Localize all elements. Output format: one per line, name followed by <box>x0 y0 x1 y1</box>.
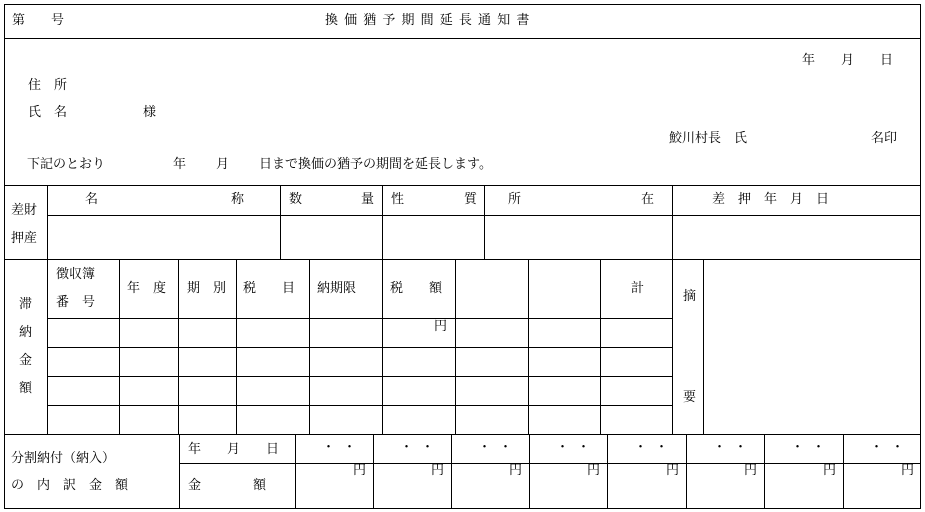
rule <box>607 434 608 509</box>
rule <box>455 259 456 435</box>
rule <box>529 434 530 509</box>
rule <box>309 259 310 435</box>
rule <box>47 376 673 377</box>
col-location-2: 在 <box>641 192 655 207</box>
installment-yen: 円 <box>666 463 680 478</box>
rule <box>119 259 120 435</box>
address-label: 住 所 <box>28 78 68 93</box>
rule <box>47 405 673 406</box>
installment-amount-label: 金 額 <box>188 478 267 493</box>
installment-yen: 円 <box>901 463 915 478</box>
rule <box>451 434 452 509</box>
rule <box>703 259 704 435</box>
rule <box>672 185 673 260</box>
installment-yen: 円 <box>587 463 601 478</box>
col-total: 計 <box>631 281 645 296</box>
arrears-side-label: 滞 <box>19 297 33 312</box>
rule <box>382 259 383 435</box>
installment-date-dots: ・・ <box>322 440 365 455</box>
remarks-label-1: 摘 <box>683 289 697 304</box>
rule <box>4 259 921 260</box>
rule <box>280 185 281 260</box>
rule <box>4 185 921 186</box>
rule <box>382 185 383 260</box>
col-quantity-2: 量 <box>361 192 375 207</box>
installment-date-dots: ・・ <box>478 440 521 455</box>
seized-property-side-label-2: 押産 <box>11 231 38 246</box>
rule <box>686 434 687 509</box>
col-name-1: 名 <box>85 192 99 207</box>
rule <box>47 347 673 348</box>
rule <box>484 185 485 260</box>
body-month: 月 <box>216 157 230 172</box>
arrears-side-label: 金 <box>19 353 33 368</box>
col-due-date: 納期限 <box>317 281 357 296</box>
col-nature-1: 性 <box>391 192 405 207</box>
rule <box>179 463 921 464</box>
installment-date-dots: ・・ <box>400 440 443 455</box>
col-quantity-1: 数 <box>289 192 303 207</box>
rule <box>4 38 921 39</box>
rule <box>179 434 180 509</box>
col-period: 期 別 <box>187 281 227 296</box>
rule <box>600 259 601 435</box>
document-title: 換 価 猶 予 期 間 延 長 通 知 書 <box>325 13 531 28</box>
col-fiscal-year: 年 度 <box>127 281 167 296</box>
arrears-side-label: 納 <box>19 325 33 340</box>
installment-yen: 円 <box>744 463 758 478</box>
rule <box>47 185 48 435</box>
rule <box>4 508 921 509</box>
body-prefix: 下記のとおり <box>27 157 106 172</box>
col-nature-2: 質 <box>464 192 478 207</box>
col-ledger-number-2: 番 号 <box>56 295 96 310</box>
rule <box>920 4 921 509</box>
remarks-label-2: 要 <box>683 390 697 405</box>
seal-mark: 名印 <box>871 131 898 146</box>
document-number-label: 第 号 <box>12 13 65 28</box>
rule <box>373 434 374 509</box>
installment-label-2: の 内 訳 金 額 <box>11 478 129 493</box>
installment-yen: 円 <box>431 463 445 478</box>
rule <box>672 259 673 435</box>
arrears-side-label: 額 <box>19 381 33 396</box>
installment-date-dots: ・・ <box>556 440 599 455</box>
seized-property-side-label-1: 差財 <box>11 203 38 218</box>
name-label: 氏 名 <box>28 105 68 120</box>
installment-date-dots: ・・ <box>791 440 834 455</box>
installment-date-dots: ・・ <box>713 440 756 455</box>
rule <box>178 259 179 435</box>
rule <box>528 259 529 435</box>
honorific-sama: 様 <box>143 105 157 120</box>
col-location-1: 所 <box>508 192 522 207</box>
rule <box>4 4 921 5</box>
body-year: 年 <box>173 157 187 172</box>
installment-date-dots: ・・ <box>870 440 913 455</box>
tax-amount-yen: 円 <box>434 319 448 334</box>
rule <box>843 434 844 509</box>
installment-yen: 円 <box>823 463 837 478</box>
rule <box>236 259 237 435</box>
installment-date-label: 年 月 日 <box>188 442 280 457</box>
installment-label-1: 分割納付（納入） <box>11 451 116 466</box>
installment-date-dots: ・・ <box>634 440 677 455</box>
col-ledger-number-1: 徴収簿 <box>56 267 96 282</box>
installment-yen: 円 <box>353 463 367 478</box>
issue-date: 年 月 日 <box>802 53 894 68</box>
rule <box>47 318 673 319</box>
issuer-title: 鮫川村長 氏 <box>669 131 748 146</box>
installment-yen: 円 <box>509 463 523 478</box>
rule <box>764 434 765 509</box>
body-suffix: 日まで換価の猶予の期間を延長します。 <box>259 157 492 172</box>
col-tax-item: 税 目 <box>243 281 296 296</box>
rule <box>4 4 5 509</box>
rule <box>295 434 296 509</box>
col-name-2: 称 <box>231 192 245 207</box>
col-seizure-date: 差 押 年 月 日 <box>712 192 830 207</box>
rule <box>4 434 921 435</box>
col-tax-amount: 税 額 <box>390 281 443 296</box>
